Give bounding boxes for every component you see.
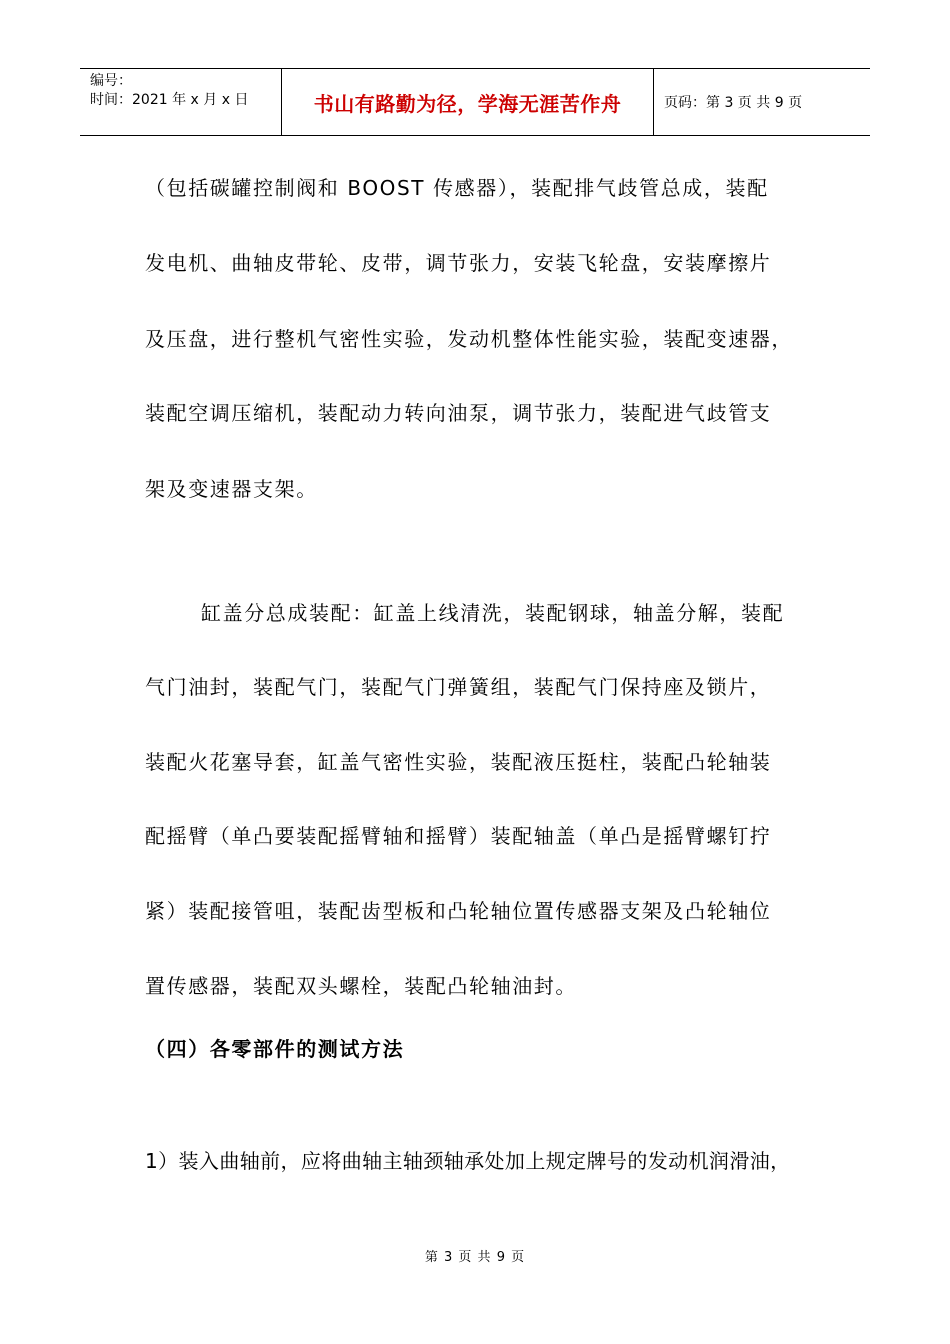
header-motto: 书山有路勤为径，学海无涯苦作舟 — [282, 69, 654, 135]
header-meta-cell — [80, 69, 282, 135]
body-line: 架及变速器支架。 — [145, 477, 318, 501]
header-page-info: 页码：第 3 页 共 9 页 — [664, 95, 803, 111]
body-line: 紧）装配接管咀，装配齿型板和凸轮轴位置传感器支架及凸轮轴位 — [145, 899, 772, 923]
body-line: （包括碳罐控制阀和 BOOST 传感器），装配排气歧管总成，装配 — [145, 176, 769, 200]
list-item-1: 1）装入曲轴前，应将曲轴主轴颈轴承处加上规定牌号的发动机润滑油， — [145, 1149, 791, 1173]
body-line: 装配空调压缩机，装配动力转向油泵，调节张力，装配进气歧管支 — [145, 401, 772, 425]
body-line: 置传感器，装配双头螺栓，装配凸轮轴油封。 — [145, 974, 577, 998]
body-line: 及压盘，进行整机气密性实验，发动机整体性能实验，装配变速器， — [145, 327, 793, 351]
page-footer: 第 3 页 共 9 页 — [424, 1250, 526, 1265]
paragraph-start-line: 缸盖分总成装配：缸盖上线清洗，装配钢球，轴盖分解，装配 — [201, 601, 785, 625]
time-label: 时间：2021 年 x 月 x 日 — [90, 92, 249, 108]
page-header — [80, 68, 870, 136]
serial-label: 编号： — [90, 73, 132, 89]
body-line: 气门油封，装配气门，装配气门弹簧组，装配气门保持座及锁片， — [145, 675, 772, 699]
body-line: 配摇臂（单凸要装配摇臂轴和摇臂）装配轴盖（单凸是摇臂螺钉拧 — [145, 824, 772, 848]
body-line: 发电机、曲轴皮带轮、皮带，调节张力，安装飞轮盘，安装摩擦片 — [145, 251, 772, 275]
body-line: 装配火花塞导套，缸盖气密性实验，装配液压挺柱，装配凸轮轴装 — [145, 750, 772, 774]
section-heading: （四）各零部件的测试方法 — [145, 1037, 405, 1061]
